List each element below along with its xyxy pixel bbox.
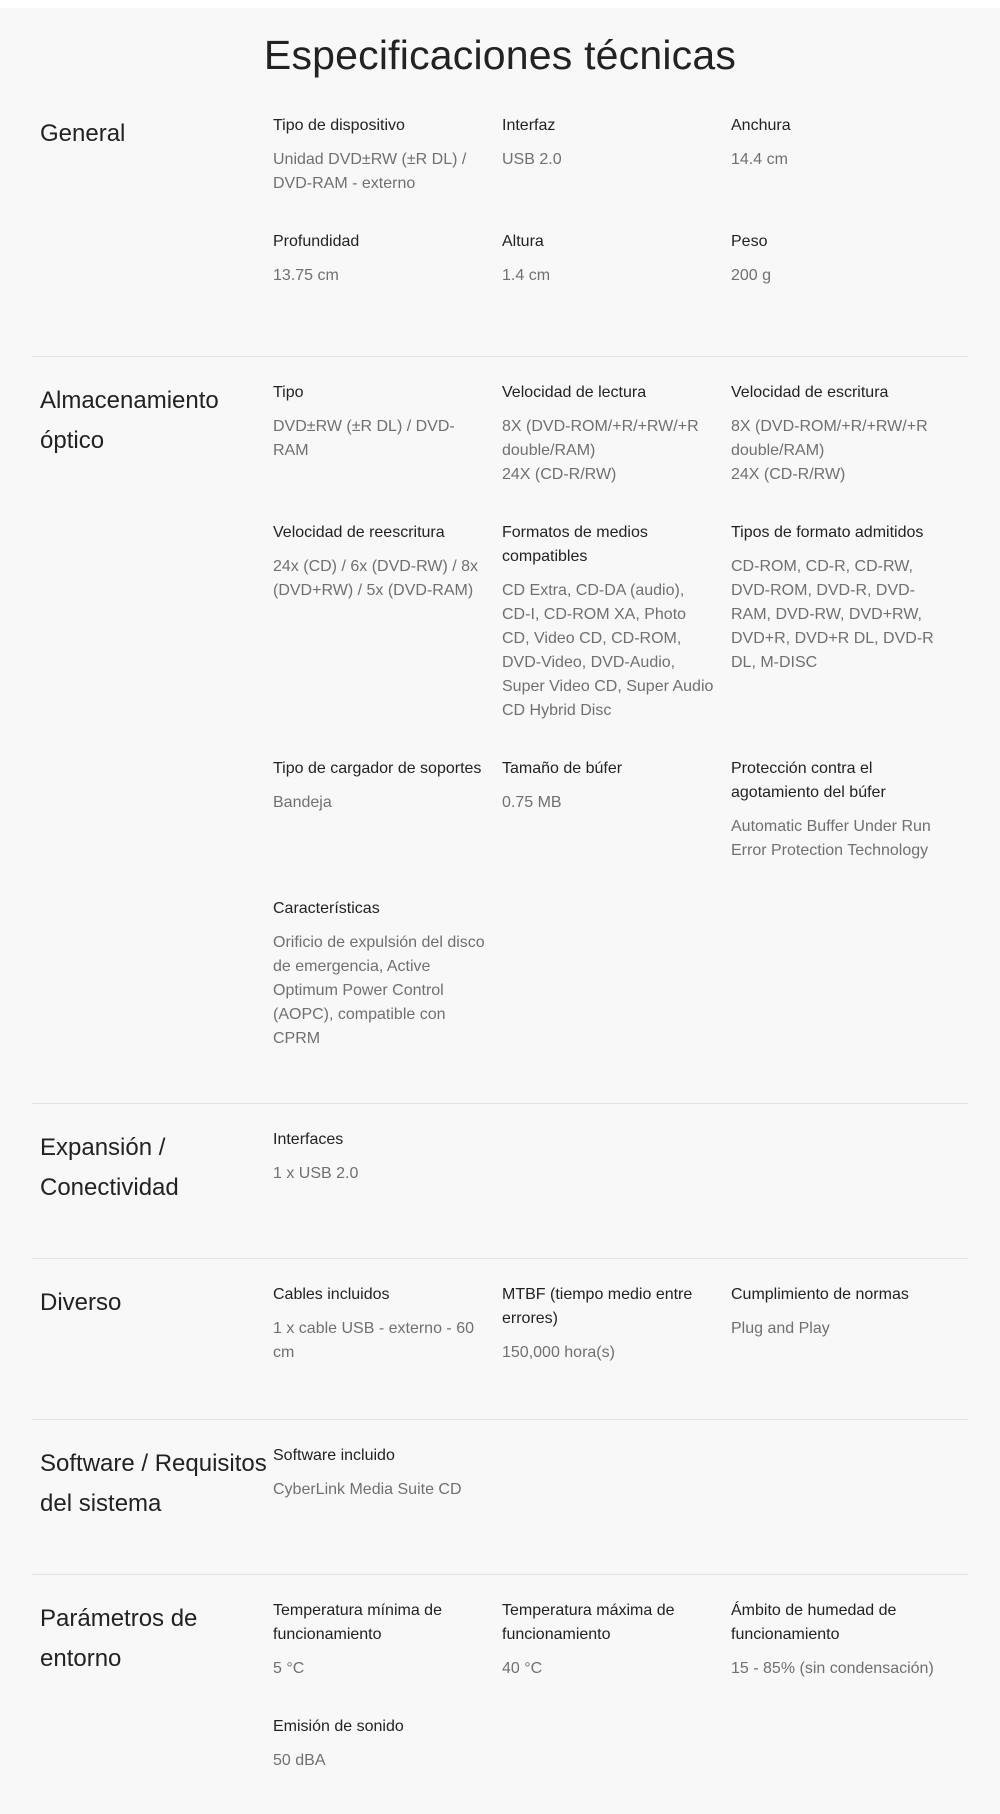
- spec-item: [273, 114, 502, 196]
- spec-label: Emisión de sonido: [273, 1718, 404, 1735]
- spec-item: [502, 1599, 731, 1681]
- spec-value: Automatic Buffer Under Run Error Protection Technology: [731, 818, 931, 859]
- spec-label: Velocidad de reescritura: [273, 524, 445, 541]
- section-title: Parámetros de entorno: [40, 1605, 198, 1672]
- spec-item: [273, 757, 502, 863]
- spec-item: [731, 114, 960, 196]
- spec-item: [502, 521, 731, 723]
- spec-label: MTBF (tiempo medio entre errores): [502, 1286, 693, 1327]
- spec-item: [502, 230, 731, 288]
- section-expansion-connectivity: [32, 1104, 968, 1259]
- spec-value: Plug and Play: [731, 1320, 830, 1337]
- spec-sections: [0, 108, 1000, 1807]
- spec-value: 150,000 hora(s): [502, 1344, 615, 1361]
- spec-item: [273, 1128, 502, 1186]
- spec-label: Interfaz: [502, 117, 556, 134]
- spec-label: Peso: [731, 233, 768, 250]
- section-body: [273, 381, 968, 1085]
- spec-label: Temperatura máxima de funcionamiento: [502, 1602, 675, 1643]
- spec-value: 5 °C: [273, 1660, 305, 1677]
- spec-value: 1.4 cm: [502, 267, 551, 284]
- spec-label: Ámbito de humedad de funcionamiento: [731, 1602, 897, 1643]
- spec-label: Profundidad: [273, 233, 360, 250]
- spec-label: Tamaño de búfer: [502, 760, 623, 777]
- spec-item: [273, 897, 502, 1051]
- spec-value: 1 x cable USB - externo - 60 cm: [273, 1320, 474, 1361]
- spec-item: [273, 1283, 502, 1365]
- spec-item: [502, 757, 731, 863]
- spec-label: Formatos de medios compatibles: [502, 524, 648, 565]
- spec-item: [273, 1444, 502, 1502]
- spec-item: [731, 1599, 960, 1681]
- section-optical-storage: [32, 357, 968, 1104]
- spec-value: 1 x USB 2.0: [273, 1165, 359, 1182]
- spec-label: Interfaces: [273, 1131, 344, 1148]
- spec-label: Cumplimiento de normas: [731, 1286, 909, 1303]
- section-body: [273, 1444, 968, 1536]
- section-miscellaneous: [32, 1259, 968, 1420]
- section-title: General: [40, 120, 126, 147]
- spec-label: Anchura: [731, 117, 791, 134]
- spec-value: 50 dBA: [273, 1752, 326, 1769]
- section-body: [273, 1599, 968, 1807]
- spec-item: [731, 381, 960, 487]
- spec-item: [502, 381, 731, 487]
- spec-value: 14.4 cm: [731, 151, 788, 168]
- spec-item: [273, 230, 502, 288]
- spec-item: [273, 1599, 502, 1681]
- spec-value: 200 g: [731, 267, 772, 284]
- spec-label: Temperatura mínima de funcionamiento: [273, 1602, 442, 1643]
- spec-value: 8X (DVD-ROM/+R/+RW/+R double/RAM) 24X (CD-R/RW): [502, 418, 699, 483]
- section-body: [273, 114, 968, 322]
- spec-label: Tipos de formato admitidos: [731, 524, 924, 541]
- section-general: [32, 108, 968, 357]
- section-title: Almacenamiento óptico: [40, 387, 219, 454]
- spec-value: Orificio de expulsión del disco de emergencia, Active Optimum Power Control (AOPC), compatible con CPRM: [273, 934, 485, 1047]
- spec-label: Altura: [502, 233, 544, 250]
- spec-label: Tipo de cargador de soportes: [273, 760, 482, 777]
- spec-item: [273, 381, 502, 487]
- spec-label: Tipo: [273, 384, 304, 401]
- section-title: Expansión / Conectividad: [40, 1134, 179, 1201]
- spec-value: 15 - 85% (sin condensación): [731, 1660, 934, 1677]
- spec-value: CD-ROM, CD-R, CD-RW, DVD-ROM, DVD-R, DVD-RAM, DVD-RW, DVD+RW, DVD+R, DVD+R DL, DVD-R DL, M-DISC: [731, 558, 934, 671]
- section-body: [273, 1283, 968, 1399]
- section-title: Diverso: [40, 1289, 122, 1316]
- section-environmental-parameters: [32, 1575, 968, 1807]
- spec-label: Velocidad de lectura: [502, 384, 647, 401]
- spec-value: USB 2.0: [502, 151, 562, 168]
- spec-value: 8X (DVD-ROM/+R/+RW/+R double/RAM) 24X (CD-R/RW): [731, 418, 928, 483]
- page-title: Especificaciones técnicas: [263, 32, 737, 78]
- spec-value: CyberLink Media Suite CD: [273, 1481, 462, 1498]
- spec-item: [731, 757, 960, 863]
- spec-value: Unidad DVD±RW (±R DL) / DVD-RAM - externo: [273, 151, 467, 192]
- spec-item: [731, 1283, 960, 1365]
- section-title: Software / Requisitos del sistema: [40, 1450, 267, 1517]
- spec-label: Tipo de dispositivo: [273, 117, 405, 134]
- spec-label: Velocidad de escritura: [731, 384, 889, 401]
- section-body: [273, 1128, 968, 1220]
- spec-value: Bandeja: [273, 794, 332, 811]
- section-software-requirements: [32, 1420, 968, 1575]
- spec-value: 13.75 cm: [273, 267, 339, 284]
- spec-item: [731, 230, 960, 288]
- spec-item: [502, 114, 731, 196]
- spec-label: Características: [273, 900, 380, 917]
- spec-item: [273, 521, 502, 723]
- spec-label: Cables incluidos: [273, 1286, 390, 1303]
- spec-label: Software incluido: [273, 1447, 395, 1464]
- spec-item: [502, 1283, 731, 1365]
- spec-item: [273, 1715, 502, 1773]
- spec-label: Protección contra el agotamiento del búfer: [731, 760, 886, 801]
- spec-value: 40 °C: [502, 1660, 543, 1677]
- spec-value: 24x (CD) / 6x (DVD-RW) / 8x (DVD+RW) / 5x (DVD-RAM): [273, 558, 479, 599]
- spec-page: [0, 8, 1000, 1814]
- spec-value: DVD±RW (±R DL) / DVD-RAM: [273, 418, 455, 459]
- spec-item: [731, 521, 960, 723]
- spec-value: 0.75 MB: [502, 794, 562, 811]
- spec-value: CD Extra, CD-DA (audio), CD-I, CD-ROM XA, Photo CD, Video CD, CD-ROM, DVD-Video, DVD-Audio, Super Video CD, Super Audio CD Hybrid Disc: [502, 582, 714, 719]
